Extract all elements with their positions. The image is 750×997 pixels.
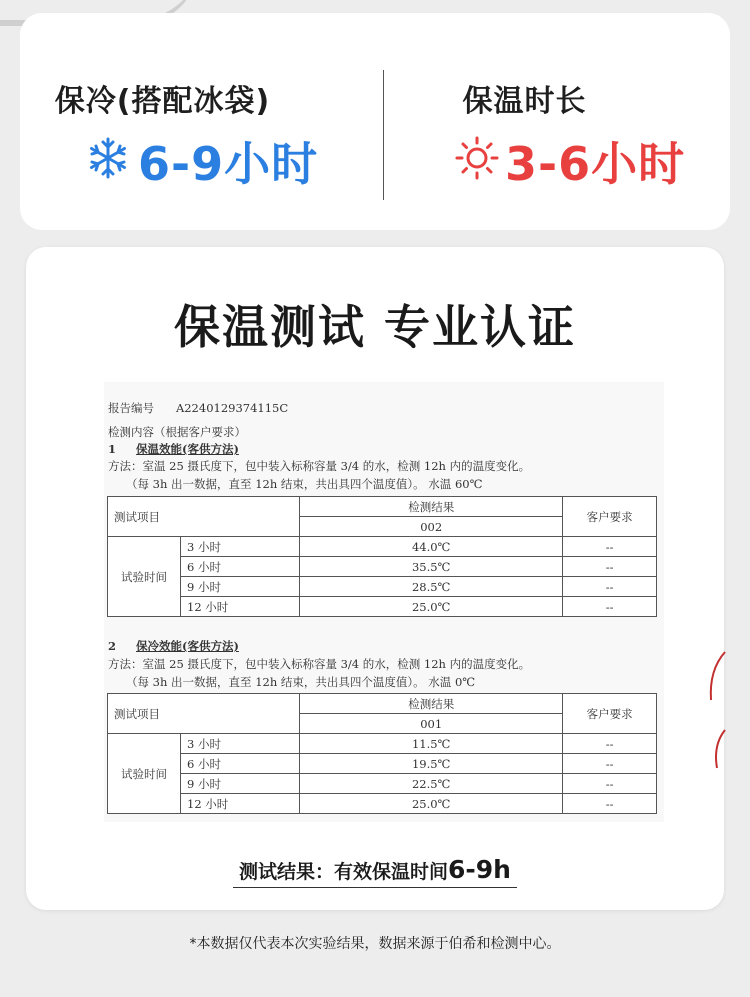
- row-value: 35.5℃: [300, 557, 563, 577]
- results-table: [107, 693, 657, 814]
- sample-number: 001: [300, 714, 563, 734]
- table-row: [108, 774, 657, 794]
- partial-stamp-mark: [703, 650, 727, 770]
- section-name: 保温效能(客供方法): [136, 442, 239, 456]
- row-time: 9 小时: [181, 577, 300, 597]
- section-note: （每 3h 出一数据，直至 12h 结束，共出具四个温度值）。 水温 0℃: [126, 675, 476, 689]
- row-value: 19.5℃: [300, 754, 563, 774]
- section-name: 保冷效能(客供方法): [136, 639, 239, 653]
- report-number: A2240129374115C: [175, 401, 289, 415]
- row-time: 9 小时: [181, 774, 300, 794]
- test-report-document: [104, 382, 664, 822]
- row-value: 25.0℃: [300, 597, 563, 617]
- row-requirement: --: [563, 557, 657, 577]
- cold-keeping-title: 保冷(搭配冰袋): [54, 84, 271, 119]
- table-row: [108, 557, 657, 577]
- table-row: [108, 794, 657, 814]
- table-row: [108, 734, 657, 754]
- row-requirement: --: [563, 774, 657, 794]
- row-value: 44.0℃: [300, 537, 563, 557]
- section-heading: [108, 638, 239, 654]
- table-row: [108, 537, 657, 557]
- row-value: 25.0℃: [300, 794, 563, 814]
- report-number-label: 报告编号: [108, 401, 154, 415]
- footnote: *本数据仅代表本次实验结果，数据来源于伯希和检测中心。: [189, 936, 561, 952]
- table-row: [108, 577, 657, 597]
- header-result: 检测结果: [300, 694, 563, 714]
- report-number-line: [108, 400, 288, 416]
- row-time: 3 小时: [181, 734, 300, 754]
- row-requirement: --: [563, 577, 657, 597]
- row-group-label: 试验时间: [108, 734, 181, 814]
- row-requirement: --: [563, 754, 657, 774]
- header-test-item: 测试项目: [108, 497, 300, 537]
- test-content-label: 检测内容（根据客户要求）: [108, 425, 246, 439]
- result-label: 测试结果：有效保温时间: [239, 861, 449, 883]
- row-time: 3 小时: [181, 537, 300, 557]
- section-index: 1: [108, 442, 117, 456]
- cold-keeping-panel: [20, 13, 375, 230]
- header-requirement: 客户要求: [563, 497, 657, 537]
- page-title: 保温测试 专业认证: [173, 300, 576, 354]
- sun-icon: [453, 136, 501, 180]
- warm-keeping-panel: [375, 13, 730, 230]
- cold-keeping-value: 6-9小时: [138, 137, 319, 191]
- row-value: 11.5℃: [300, 734, 563, 754]
- test-certification-card: [26, 247, 724, 910]
- row-time: 12 小时: [181, 597, 300, 617]
- section-note: （每 3h 出一数据，直至 12h 结束，共出具四个温度值）。 水温 60℃: [126, 477, 483, 491]
- results-table: [107, 496, 657, 617]
- row-requirement: --: [563, 794, 657, 814]
- section-heading: [108, 441, 239, 457]
- section-method: 方法：室温 25 摄氏度下，包中装入标称容量 3/4 的水，检测 12h 内的温度变化。: [108, 459, 531, 473]
- row-requirement: --: [563, 597, 657, 617]
- row-time: 6 小时: [181, 754, 300, 774]
- row-requirement: --: [563, 537, 657, 557]
- row-value: 28.5℃: [300, 577, 563, 597]
- snowflake-icon: [86, 136, 130, 180]
- sample-number: 002: [300, 517, 563, 537]
- table-row: [108, 597, 657, 617]
- header-test-item: 测试项目: [108, 694, 300, 734]
- row-time: 12 小时: [181, 794, 300, 814]
- row-requirement: --: [563, 734, 657, 754]
- warm-keeping-value: 3-6小时: [505, 137, 686, 191]
- test-result: [26, 855, 724, 888]
- section-method: 方法：室温 25 摄氏度下，包中装入标称容量 3/4 的水，检测 12h 内的温度变化。: [108, 657, 531, 671]
- row-group-label: 试验时间: [108, 537, 181, 617]
- header-requirement: 客户要求: [563, 694, 657, 734]
- section-index: 2: [108, 639, 117, 653]
- table-row: [108, 754, 657, 774]
- row-time: 6 小时: [181, 557, 300, 577]
- header-result: 检测结果: [300, 497, 563, 517]
- warm-keeping-title: 保温时长: [462, 84, 587, 119]
- row-value: 22.5℃: [300, 774, 563, 794]
- result-value: 6-9h: [448, 855, 511, 884]
- duration-card: [20, 13, 730, 230]
